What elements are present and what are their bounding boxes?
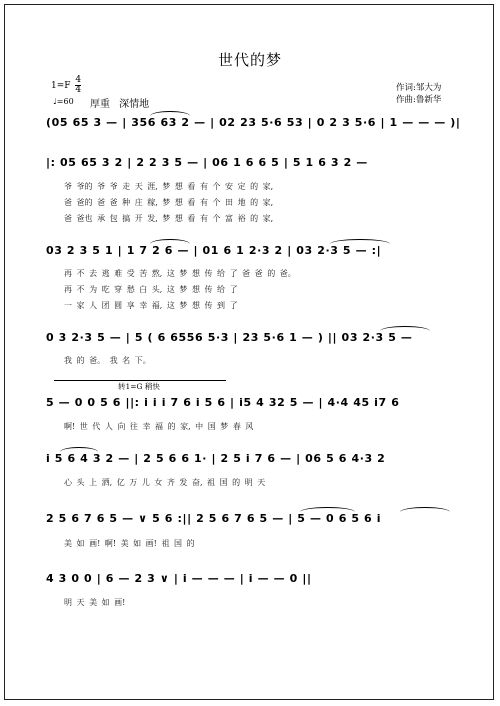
lyric-line-4: 我 的 爸。 我 名 下。 (64, 356, 151, 365)
key-signature (51, 76, 81, 95)
tempo-marking: ♩=60 (53, 97, 74, 106)
time-numerator: 4 (75, 75, 82, 85)
notation-line-8: 4 3 0 0 | 6 — 2 3 ∨ | i — — — | i — — 0 || (46, 572, 312, 585)
lyric-line-8: 明 天 美 如 画! (64, 598, 126, 607)
slur-mark (150, 111, 190, 116)
lyric-line-5: 啊! 世 代 人 向 往 幸 福 的 家, 中 国 梦 春 风 (64, 422, 254, 431)
expression-marking: 厚重 深情地 (90, 99, 150, 110)
credits (396, 82, 441, 106)
lyric-line-2-verse-2: 爸 爸的 爸 爸 种 庄 稼, 梦 想 看 有 个 田 地 的 家, (64, 198, 274, 207)
slur-mark (400, 507, 450, 512)
slur-mark (60, 447, 98, 452)
notation-line-4: 0 3 2·3 5 — | 5 ( 6 6556 5·3 | 23 5·6 1 — ) || 03 2·3 5 — (46, 331, 413, 344)
lyric-line-6: 心 头 上 洒, 亿 万 儿 女 齐 发 奋, 祖 国 的 明 天 (64, 478, 266, 487)
lyric-line-7: 美 如 画! 啊! 美 如 画! 祖 国 的 (64, 539, 195, 548)
slur-mark (380, 326, 430, 331)
lyric-line-3-verse-3: 一 家 人 团 圆 享 幸 福, 这 梦 想 传 到 了 (64, 301, 238, 310)
slur-mark (150, 239, 190, 244)
modulation-marking: 转1=G 稍快 (118, 382, 160, 391)
lyricist: 作词:邹大为 (396, 83, 442, 93)
lyric-line-3-verse-2: 再 不 为 吃 穿 愁 白 头, 这 梦 想 传 给 了 (64, 285, 238, 294)
slur-mark (300, 507, 355, 512)
notation-line-5: 5 — 0 0 5 6 ||: i i i 7 6 i 5 6 | i5 4 32 5 — | 4·4 45 i7 6 (46, 396, 400, 409)
time-denominator: 4 (75, 85, 82, 95)
composer: 作曲:鲁新华 (396, 95, 442, 105)
notation-line-7: 2 5 6 7 6 5 — ∨ 5 6 :|| 2 5 6 7 6 5 — | 5 — 0 6 5 6 i (46, 512, 382, 525)
song-title: 世代的梦 (217, 51, 282, 69)
lyric-line-2-verse-1: 爷 爷的 爷 爷 走 天 涯, 梦 想 看 有 个 安 定 的 家, (64, 182, 274, 191)
key-label: 1=F (51, 81, 71, 91)
notation-line-2: |: 05 65 3 2 | 2 2 3 5 — | 06 1 6 6 5 | 5 1 6 3 2 — (46, 156, 368, 169)
notation-line-1: (05 65 3 — | 356 63 2 — | 02 23 5·6 53 | 0 2 3 5·6 | 1 — — — )| (46, 116, 461, 129)
time-signature (75, 76, 81, 95)
lyric-line-3-verse-1: 再 不 去 逃 难 受 苦 熬, 这 梦 想 传 给 了 爸 爸 的 爸。 (64, 269, 296, 278)
notation-line-6: i 5 6 4 3 2 — | 2 5 6 6 1· | 2 5 i 7 6 — | 06 5 6 4·3 2 (46, 452, 386, 465)
lyric-line-2-verse-3: 爸 爸也 承 包 搞 开 发, 梦 想 看 有 个 富 裕 的 家, (64, 214, 274, 223)
page-border (4, 4, 494, 700)
slur-mark (330, 239, 390, 244)
notation-line-3: 03 2 3 5 1 | 1 7 2 6 — | 01 6 1 2·3 2 | 03 2·3 5 — :| (46, 244, 382, 257)
